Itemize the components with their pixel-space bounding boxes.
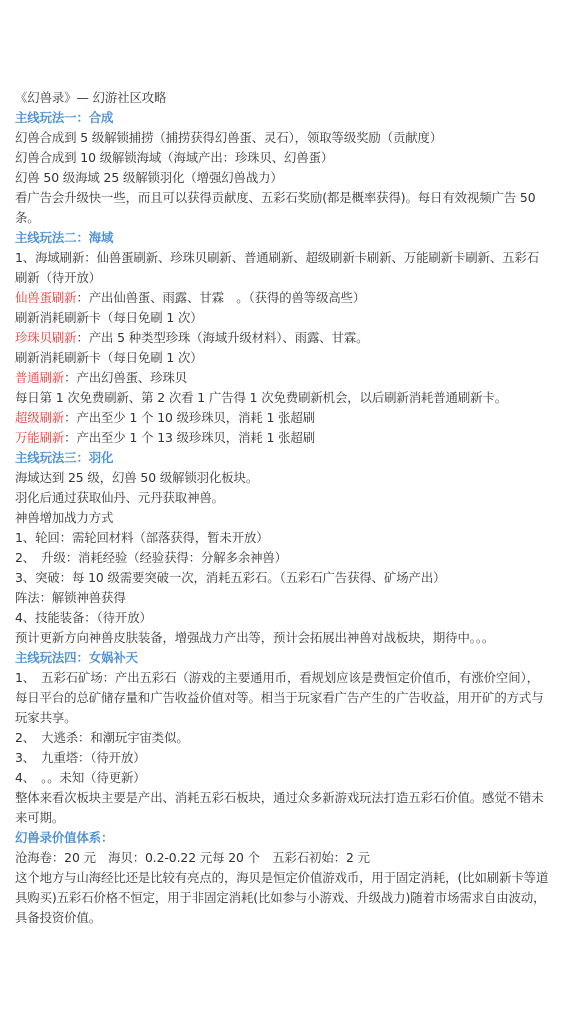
paragraph: 幻兽合成到 5 级解锁捕捞（捕捞获得幻兽蛋、灵石），领取等级奖励（贡献度）	[15, 130, 443, 145]
paragraph-text: ：产出仙兽蛋、雨露、甘霖 。（获得的兽等级高些）	[76, 290, 366, 305]
paragraph: 2、 大逃杀：和潮玩宇宙类似。	[15, 730, 189, 745]
highlight-term: 超级刷新	[15, 410, 65, 425]
paragraph-text: 刷新消耗刷新卡（每日免刷 1 次）	[15, 350, 203, 365]
paragraph: 幻兽 50 级海域 25 级解锁羽化（增强幻兽战力）	[15, 170, 283, 185]
paragraph: 3、 九重塔：（待开放）	[15, 750, 146, 765]
paragraph	[15, 248, 550, 288]
paragraph	[15, 328, 550, 348]
section-heading-nuwa: 主线玩法四：女娲补天	[15, 650, 138, 665]
highlight-term: 仙兽蛋刷新	[15, 290, 77, 305]
paragraph: 幻兽合成到 10 级解锁海域（海域产出：珍珠贝、幻兽蛋）	[15, 150, 334, 165]
paragraph: 4、技能装备：（待开放）	[15, 610, 152, 625]
highlight-term: 万能刷新	[15, 430, 65, 445]
paragraph-text: ：产出至少 1 个 10 级珍珠贝，消耗 1 张超刷	[64, 410, 315, 425]
section-heading-sea: 主线玩法二：海域	[15, 230, 114, 245]
section-heading-value: 幻兽录价值体系：	[15, 830, 114, 845]
article-body	[15, 88, 550, 928]
paragraph: 2、 升级：消耗经验（经验获得：分解多余神兽）	[15, 550, 287, 565]
paragraph	[15, 288, 550, 308]
paragraph: 看广告会升级快一些，而且可以获得贡献度、五彩石奖励(都是概率获得)。每日有效视频广告 50 条。	[15, 190, 536, 225]
paragraph: 羽化后通过获取仙丹、元丹获取神兽。	[15, 490, 224, 505]
paragraph-text: ：产出至少 1 个 13 级珍珠贝，消耗 1 张超刷	[64, 430, 315, 445]
paragraph	[15, 308, 550, 328]
paragraph: 整体来看次板块主要是产出、消耗五彩石板块，通过众多新游戏玩法打造五彩石价值。感觉不错未来可期。	[15, 790, 544, 825]
paragraph: 4、 。。未知（待更新）	[15, 770, 146, 785]
paragraph: 沧海卷：20 元 海贝：0.2-0.22 元每 20 个 五彩石初始：2 元	[15, 850, 370, 865]
section-heading-feather: 主线玩法三：羽化	[15, 450, 114, 465]
paragraph	[15, 428, 550, 448]
paragraph-text: 1、海域刷新：仙兽蛋刷新、珍珠贝刷新、普通刷新、超级刷新卡刷新、万能刷新卡刷新、五彩石刷新（待开放）	[15, 250, 539, 285]
paragraph-text: ：产出幻兽蛋、珍珠贝	[64, 370, 188, 385]
section-heading-merge: 主线玩法一：合成	[15, 110, 114, 125]
paragraph: 海域达到 25 级，幻兽 50 级解锁羽化板块。	[15, 470, 259, 485]
paragraph: 阵法：解锁神兽获得	[15, 590, 126, 605]
paragraph	[15, 388, 550, 408]
paragraph: 预计更新方向神兽皮肤装备，增强战力产出等，预计会拓展出神兽对战板块，期待中。。。	[15, 630, 495, 645]
article-title: 《幻兽录》— 幻游社区攻略	[15, 90, 167, 105]
paragraph-text: 每日第 1 次免费刷新、第 2 次看 1 广告得 1 次免费刷新机会，以后刷新消耗普通刷新卡。	[15, 390, 508, 405]
paragraph-text: ：产出 5 种类型珍珠（海域升级材料）、雨露、甘霖。	[76, 330, 369, 345]
paragraph: 神兽增加战力方式	[15, 510, 114, 525]
paragraph-text: 刷新消耗刷新卡（每日免刷 1 次）	[15, 310, 203, 325]
paragraph: 1、 五彩石矿场：产出五彩石（游戏的主要通用币，看规划应该是费恒定价值币，有涨价空间），每日平台的总矿储存量和广告收益价值对等。相当于玩家看广告产生的广告收益，用开矿的方式与玩家共享。	[15, 670, 544, 725]
paragraph: 1、轮回：需轮回材料（部落获得，暂未开放）	[15, 530, 269, 545]
paragraph	[15, 368, 550, 388]
paragraph: 这个地方与山海经比还是比较有亮点的，海贝是恒定价值游戏币，用于固定消耗，(比如刷新卡等道具购买)五彩石价格不恒定，用于非固定消耗(比如参与小游戏、升级战力)随着市场需求自由波动，具备投资价值。	[15, 870, 549, 925]
highlight-term: 珍珠贝刷新	[15, 330, 77, 345]
paragraph	[15, 348, 550, 368]
paragraph	[15, 408, 550, 428]
paragraph: 3、突破：每 10 级需要突破一次，消耗五彩石。（五彩石广告获得、矿场产出）	[15, 570, 446, 585]
highlight-term: 普通刷新	[15, 370, 65, 385]
